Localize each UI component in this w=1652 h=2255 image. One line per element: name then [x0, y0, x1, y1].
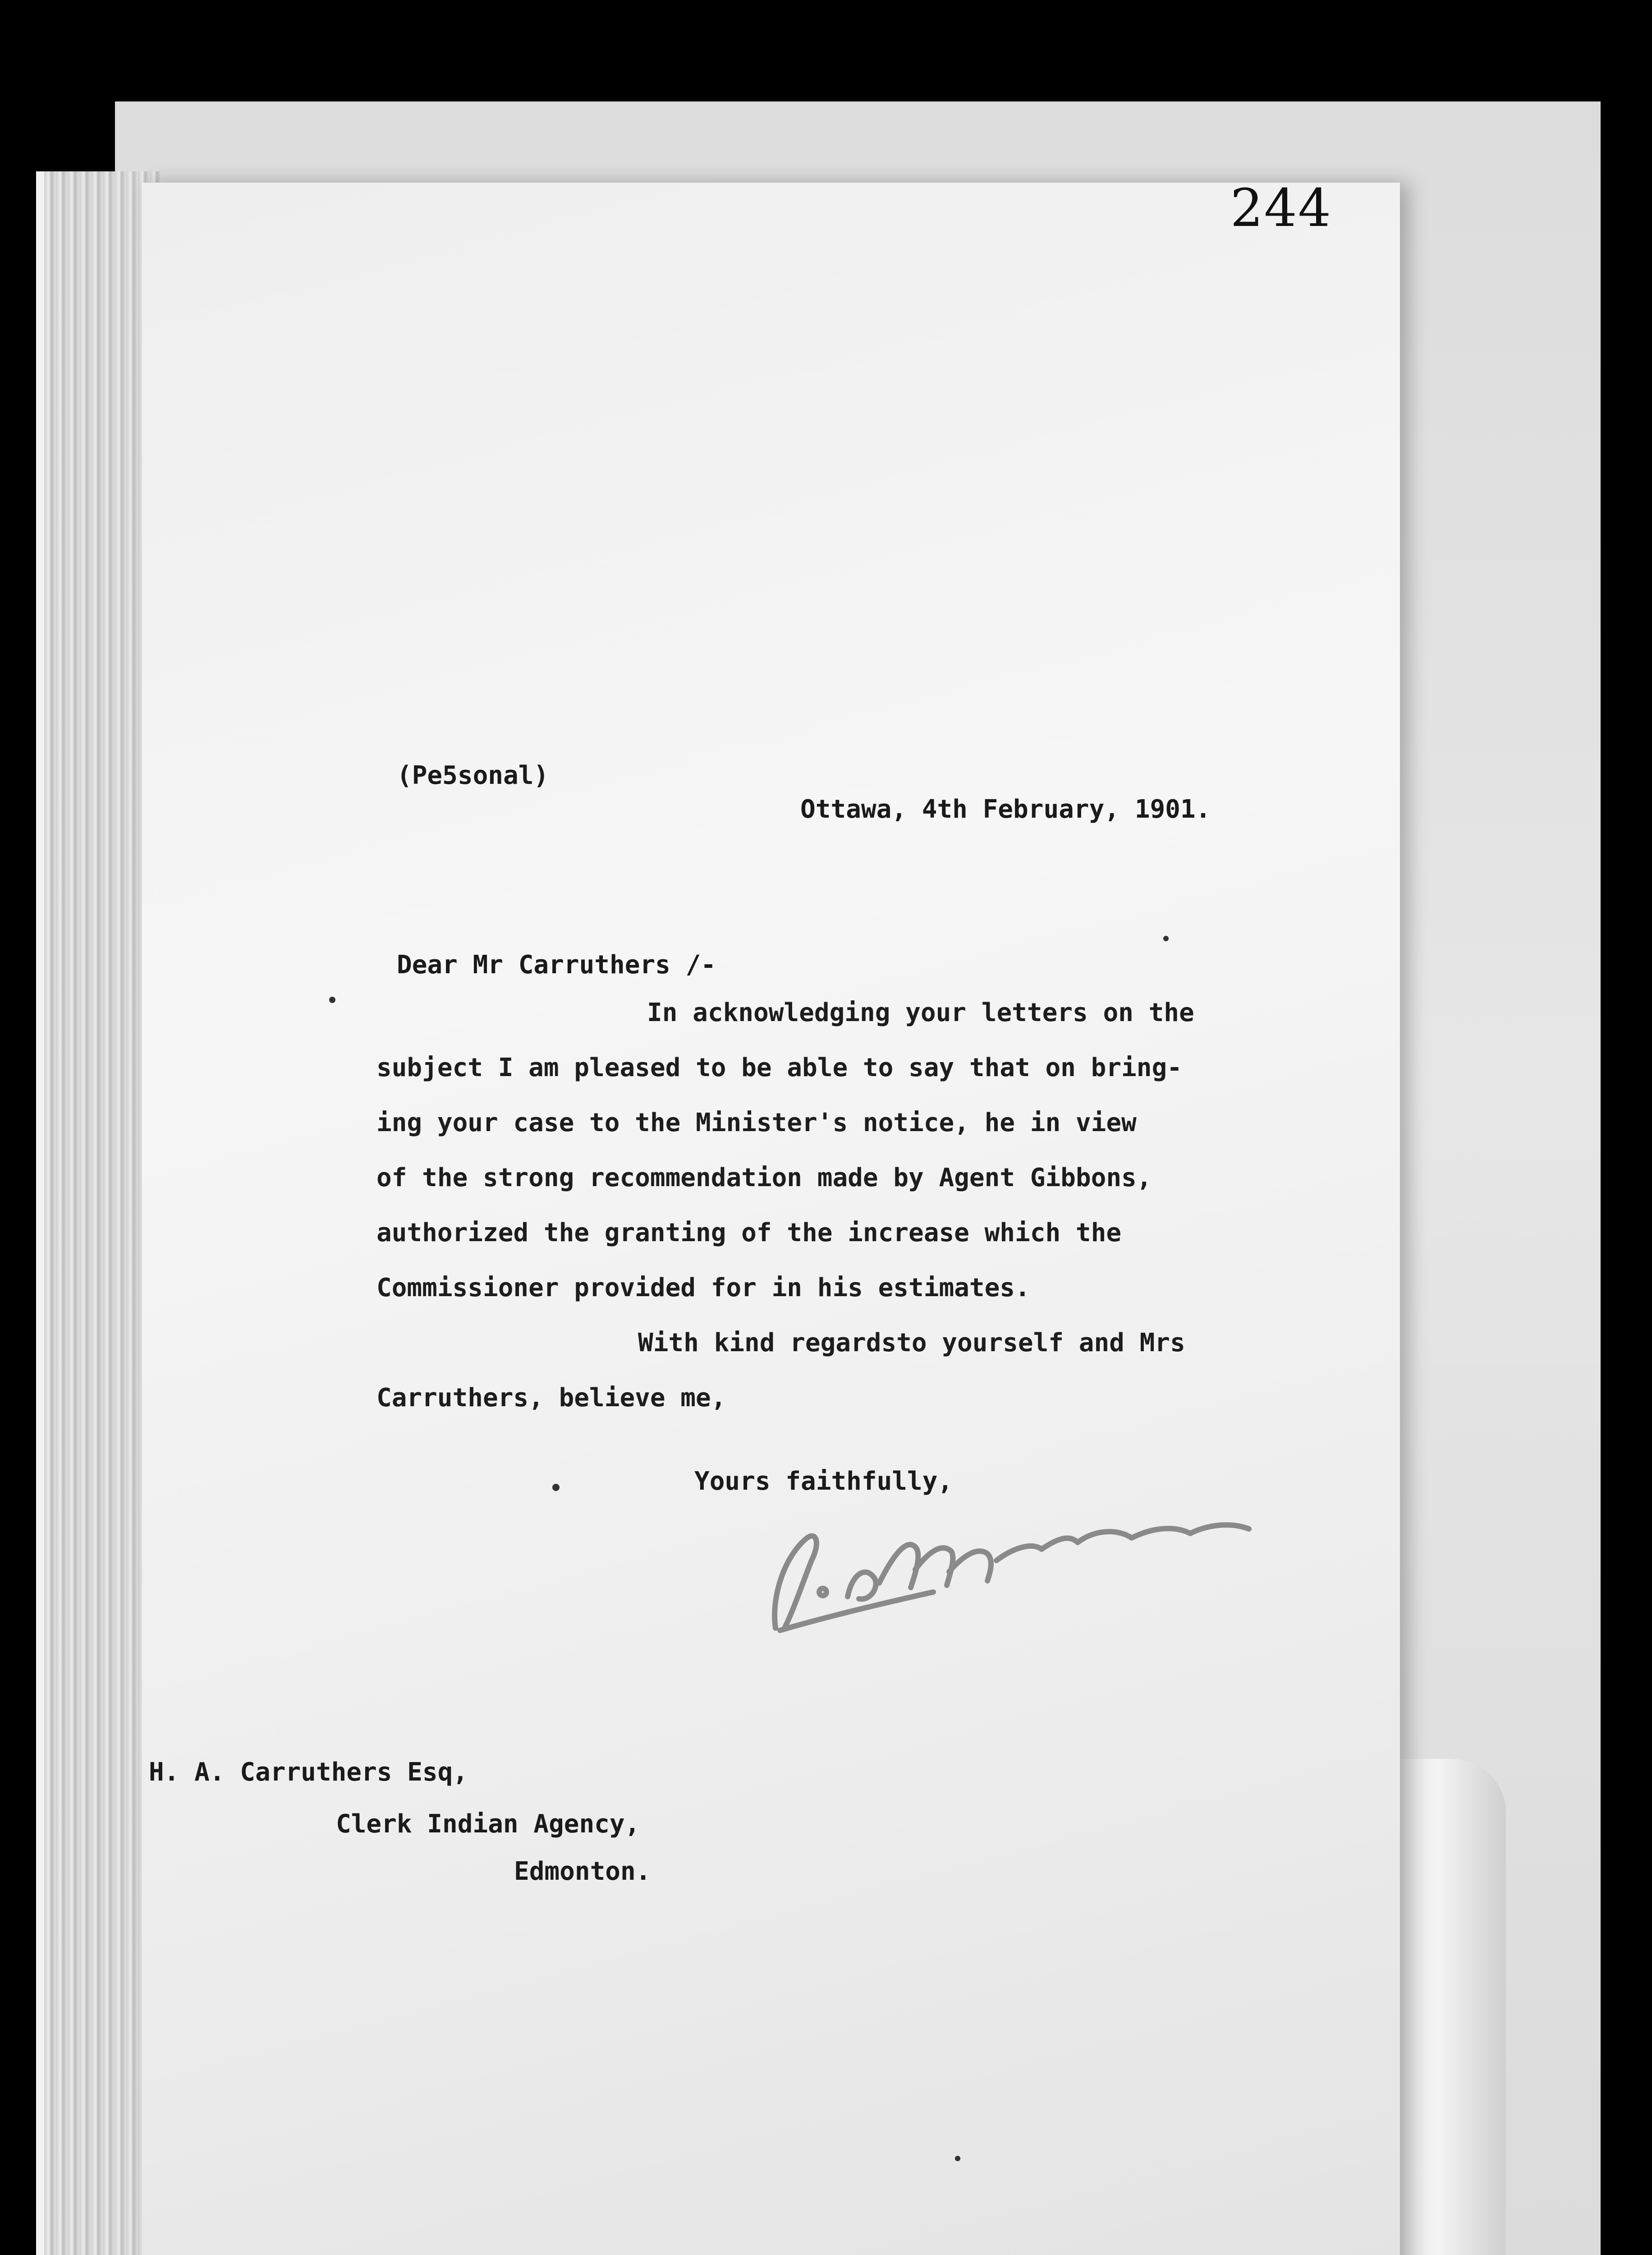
salutation: Dear Mr Carruthers /-	[397, 950, 716, 980]
page-number: 244	[1230, 178, 1332, 239]
body-line: ing your case to the Minister's notice, he in view	[376, 1108, 1137, 1137]
speck	[552, 1484, 560, 1491]
body-line: authorized the granting of the increase which the	[376, 1218, 1122, 1247]
dateline: Ottawa, 4th February, 1901.	[800, 795, 1211, 824]
personal-marking: (Pe5sonal)	[397, 761, 549, 790]
body-line: subject I am pleased to be able to say that on bring-	[376, 1053, 1182, 1082]
speck	[1163, 936, 1169, 941]
body-line: Commissioner provided for in his estimates.	[376, 1273, 1030, 1302]
recipient-title: Clerk Indian Agency,	[336, 1809, 640, 1839]
recipient-place: Edmonton.	[514, 1857, 651, 1886]
body-line: of the strong recommendation made by Agent Gibbons,	[376, 1163, 1152, 1192]
handwritten-signature	[744, 1479, 1285, 1669]
speck	[955, 2156, 960, 2161]
body-line: In acknowledging your letters on the	[647, 998, 1194, 1027]
recipient-name: H. A. Carruthers Esq,	[149, 1758, 468, 1787]
closing: Yours faithfully,	[694, 1467, 953, 1496]
speck	[329, 997, 335, 1003]
letter-body	[376, 985, 1256, 1426]
body-line: With kind regardsto yourself and Mrs	[638, 1328, 1185, 1358]
body-line: Carruthers, believe me,	[376, 1383, 726, 1413]
